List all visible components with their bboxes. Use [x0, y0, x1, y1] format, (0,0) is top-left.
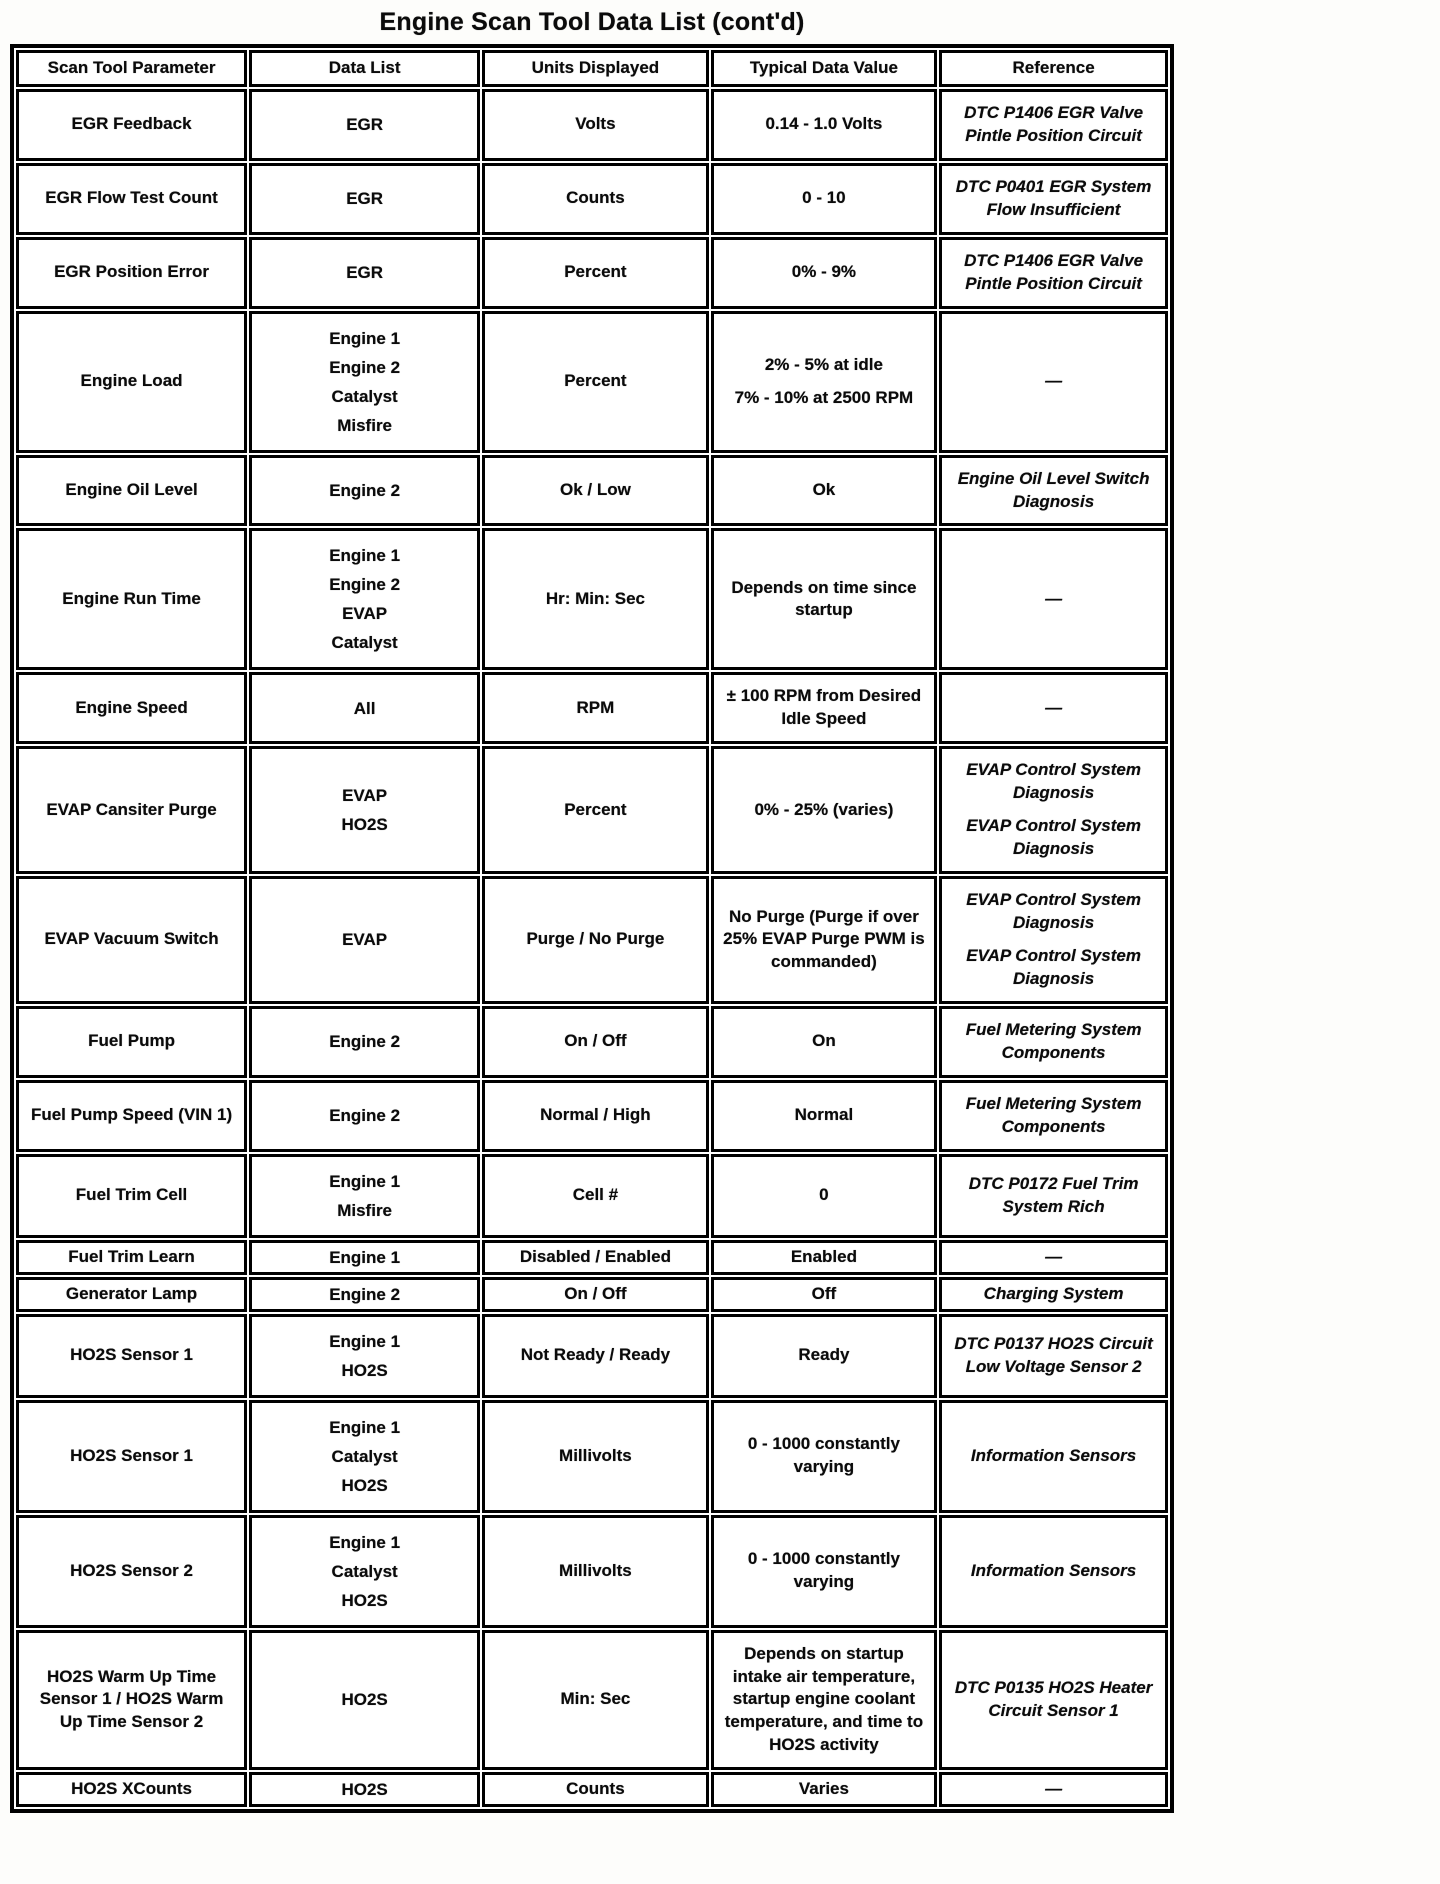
table-row	[16, 876, 1168, 1004]
table-header	[16, 50, 1168, 87]
data-list-item: Engine 2	[329, 575, 401, 595]
units-text: On / Off	[564, 1283, 627, 1303]
reference-text: —	[1045, 588, 1063, 608]
typical-value-text: Ok	[812, 480, 836, 500]
cell-units	[482, 672, 709, 744]
cell-data-list	[249, 876, 480, 1004]
data-list-item: EVAP	[342, 930, 388, 950]
reference-text: Fuel Metering System Components	[965, 1093, 1142, 1136]
data-list-item: Catalyst	[331, 1561, 398, 1581]
reference-text: DTC P0172 Fuel Trim System Rich	[968, 1173, 1139, 1216]
reference-text: DTC P0135 HO2S Heater Circuit Sensor 1	[954, 1677, 1153, 1720]
cell-typical-value	[711, 1400, 938, 1513]
data-list-item: Engine 1	[329, 1171, 401, 1191]
cell-typical-value	[711, 455, 938, 527]
cell-reference	[939, 1240, 1168, 1275]
units-text: RPM	[576, 697, 615, 717]
table-row	[16, 311, 1168, 453]
reference-text: EVAP Control System Diagnosis	[966, 945, 1141, 988]
cell-data-list	[249, 163, 480, 235]
reference-text: Charging System	[983, 1283, 1124, 1303]
cell-typical-value	[711, 1515, 938, 1628]
header-data-list: Data List	[249, 50, 480, 87]
cell-data-list	[249, 89, 480, 161]
units-text: Min: Sec	[560, 1689, 631, 1709]
parameter-text: Engine Run Time	[62, 588, 201, 608]
parameter-text: EGR Feedback	[71, 114, 192, 134]
cell-reference	[939, 876, 1168, 1004]
reference-text: EVAP Control System Diagnosis	[966, 816, 1141, 859]
typical-value-text: Ready	[798, 1345, 850, 1365]
parameter-text: Fuel Trim Learn	[68, 1246, 195, 1266]
data-list-item: HO2S	[341, 1780, 388, 1800]
typical-value-text: 0.14 - 1.0 Volts	[765, 114, 883, 134]
reference-text: —	[1045, 1779, 1063, 1799]
cell-typical-value	[711, 1277, 938, 1312]
cell-parameter	[16, 1080, 247, 1152]
data-list-item: Catalyst	[331, 633, 398, 653]
reference-text: DTC P0401 EGR System Flow Insufficient	[955, 176, 1152, 219]
cell-reference	[939, 311, 1168, 453]
cell-reference	[939, 1277, 1168, 1312]
parameter-text: Engine Speed	[75, 697, 188, 717]
reference-text: EVAP Control System Diagnosis	[966, 760, 1141, 803]
cell-typical-value	[711, 311, 938, 453]
cell-data-list	[249, 1772, 480, 1807]
typical-value-text: 0 - 1000 constantly varying	[747, 1549, 900, 1592]
units-text: Ok / Low	[559, 480, 631, 500]
data-list-item: Catalyst	[331, 1446, 398, 1466]
cell-data-list	[249, 311, 480, 453]
data-list-item: HO2S	[341, 815, 388, 835]
parameter-text: Generator Lamp	[65, 1283, 198, 1303]
cell-typical-value	[711, 1630, 938, 1771]
units-text: Percent	[564, 262, 627, 282]
cell-units	[482, 311, 709, 453]
reference-text: —	[1045, 371, 1063, 391]
typical-value-text: Depends on time since startup	[731, 577, 917, 620]
typical-value-text: Normal	[794, 1105, 854, 1125]
cell-reference	[939, 1515, 1168, 1628]
data-list-item: HO2S	[341, 1360, 388, 1380]
data-list-item: Engine 2	[329, 481, 401, 500]
table-row	[16, 1080, 1168, 1152]
cell-units	[482, 1314, 709, 1398]
header-typical-data-value: Typical Data Value	[711, 50, 938, 87]
units-text: Normal / High	[540, 1105, 651, 1125]
reference-text: DTC P1406 EGR Valve Pintle Position Circuit	[964, 250, 1144, 293]
cell-typical-value	[711, 528, 938, 670]
parameter-text: HO2S XCounts	[71, 1779, 192, 1799]
cell-parameter	[16, 876, 247, 1004]
data-list-item: Engine 1	[329, 546, 401, 566]
data-list-item: Engine 1	[329, 328, 401, 348]
cell-typical-value	[711, 237, 938, 309]
cell-parameter	[16, 163, 247, 235]
cell-data-list	[249, 1630, 480, 1771]
page-title: Engine Scan Tool Data List (cont'd)	[379, 8, 805, 36]
parameter-text: HO2S Sensor 1	[70, 1345, 193, 1365]
cell-reference	[939, 1080, 1168, 1152]
reference-text: Information Sensors	[970, 1445, 1137, 1465]
units-text: Counts	[566, 188, 625, 208]
cell-typical-value	[711, 876, 938, 1004]
cell-units	[482, 1400, 709, 1513]
parameter-text: HO2S Sensor 1	[70, 1445, 193, 1465]
cell-parameter	[16, 1772, 247, 1807]
data-list-item: Engine 1	[329, 1532, 401, 1552]
typical-value-text: 0% - 9%	[791, 262, 857, 282]
data-list-item: Misfire	[337, 415, 393, 435]
header-scan-tool-parameter: Scan Tool Parameter	[16, 50, 247, 87]
cell-parameter	[16, 1515, 247, 1628]
table-row	[16, 1772, 1168, 1807]
typical-value-text: 0% - 25% (varies)	[754, 799, 894, 819]
data-list-item: EVAP	[342, 786, 388, 806]
units-text: Disabled / Enabled	[519, 1246, 671, 1266]
data-list-item: Engine 1	[329, 1247, 401, 1267]
cell-data-list	[249, 1080, 480, 1152]
cell-units	[482, 1080, 709, 1152]
table-row	[16, 1277, 1168, 1312]
units-text: Millivolts	[559, 1560, 632, 1580]
scan-tool-data-table	[10, 44, 1174, 1813]
units-text: Percent	[564, 371, 627, 391]
cell-data-list	[249, 1006, 480, 1078]
data-list-item: HO2S	[341, 1690, 388, 1710]
cell-parameter	[16, 746, 247, 874]
parameter-text: Fuel Pump Speed (VIN 1)	[30, 1105, 233, 1125]
units-text: Purge / No Purge	[526, 929, 665, 949]
cell-data-list	[249, 1154, 480, 1238]
cell-units	[482, 163, 709, 235]
data-list-item: EGR	[346, 115, 384, 135]
table-row	[16, 237, 1168, 309]
cell-parameter	[16, 1277, 247, 1312]
cell-reference	[939, 528, 1168, 670]
table-row	[16, 163, 1168, 235]
cell-typical-value	[711, 1006, 938, 1078]
parameter-text: Fuel Pump	[88, 1031, 175, 1051]
cell-parameter	[16, 1240, 247, 1275]
reference-text: DTC P1406 EGR Valve Pintle Position Circuit	[964, 102, 1144, 145]
cell-typical-value	[711, 1314, 938, 1398]
cell-units	[482, 1515, 709, 1628]
cell-parameter	[16, 1314, 247, 1398]
table-row	[16, 1154, 1168, 1238]
cell-reference	[939, 1400, 1168, 1513]
cell-typical-value	[711, 1154, 938, 1238]
cell-units	[482, 528, 709, 670]
header-units-displayed: Units Displayed	[482, 50, 709, 87]
reference-text: Engine Oil Level Switch Diagnosis	[957, 468, 1150, 511]
cell-parameter	[16, 89, 247, 161]
data-list-item: Engine 2	[329, 1032, 401, 1052]
units-text: Counts	[566, 1779, 625, 1799]
cell-units	[482, 1006, 709, 1078]
data-list-item: All	[353, 698, 376, 718]
cell-reference	[939, 746, 1168, 874]
table-row	[16, 528, 1168, 670]
data-list-item: Misfire	[337, 1200, 393, 1220]
table-row	[16, 746, 1168, 874]
cell-typical-value	[711, 672, 938, 744]
cell-data-list	[249, 746, 480, 874]
header-row	[16, 50, 1168, 87]
header-reference: Reference	[939, 50, 1168, 87]
data-list-item: Engine 2	[329, 1284, 401, 1304]
cell-units	[482, 746, 709, 874]
typical-value-text: 7% - 10% at 2500 RPM	[734, 387, 914, 407]
reference-text: DTC P0137 HO2S Circuit Low Voltage Sensor 2	[954, 1333, 1153, 1376]
cell-parameter	[16, 672, 247, 744]
cell-units	[482, 1630, 709, 1771]
table-row	[16, 672, 1168, 744]
reference-text: Information Sensors	[970, 1560, 1137, 1580]
cell-parameter	[16, 1006, 247, 1078]
cell-typical-value	[711, 746, 938, 874]
typical-value-text: ± 100 RPM from Desired Idle Speed	[726, 686, 922, 729]
data-list-item: Engine 2	[329, 1106, 401, 1126]
cell-data-list	[249, 1277, 480, 1312]
parameter-text: EVAP Cansiter Purge	[46, 799, 217, 819]
cell-typical-value	[711, 1080, 938, 1152]
table-row	[16, 1515, 1168, 1628]
cell-reference	[939, 455, 1168, 527]
typical-value-text: On	[812, 1031, 836, 1051]
cell-data-list	[249, 237, 480, 309]
units-text: Not Ready / Ready	[520, 1345, 671, 1365]
table-row	[16, 1400, 1168, 1513]
cell-data-list	[249, 672, 480, 744]
cell-reference	[939, 163, 1168, 235]
units-text: Percent	[564, 799, 627, 819]
cell-parameter	[16, 1400, 247, 1513]
data-list-item: HO2S	[341, 1475, 388, 1495]
cell-units	[482, 455, 709, 527]
cell-reference	[939, 1314, 1168, 1398]
cell-typical-value	[711, 1240, 938, 1275]
reference-text: EVAP Control System Diagnosis	[966, 890, 1141, 932]
units-text: Millivolts	[559, 1445, 632, 1465]
units-text: Hr: Min: Sec	[545, 588, 645, 608]
cell-units	[482, 1240, 709, 1275]
cell-typical-value	[711, 163, 938, 235]
typical-value-text: 2% - 5% at idle	[764, 354, 883, 374]
data-list-item: Engine 1	[329, 1417, 401, 1437]
cell-units	[482, 237, 709, 309]
parameter-text: Engine Oil Level	[65, 480, 198, 500]
parameter-text: HO2S Warm Up Time Sensor 1 / HO2S Warm Up Time Sensor 2	[39, 1666, 224, 1732]
data-list-item: EGR	[346, 263, 384, 283]
parameter-text: Fuel Trim Cell	[75, 1185, 188, 1205]
data-list-item: EVAP	[342, 604, 388, 624]
cell-parameter	[16, 455, 247, 527]
table-row	[16, 455, 1168, 527]
cell-data-list	[249, 1314, 480, 1398]
data-list-item: Engine 1	[329, 1331, 401, 1351]
table-row	[16, 1006, 1168, 1078]
cell-parameter	[16, 1154, 247, 1238]
table-row	[16, 1240, 1168, 1275]
typical-value-text: 0	[819, 1185, 829, 1205]
typical-value-text: Varies	[798, 1779, 849, 1799]
cell-data-list	[249, 1240, 480, 1275]
cell-units	[482, 876, 709, 1004]
cell-units	[482, 1772, 709, 1807]
cell-reference	[939, 237, 1168, 309]
parameter-text: EGR Flow Test Count	[45, 188, 218, 208]
data-list-item: HO2S	[341, 1590, 388, 1610]
reference-text: Fuel Metering System Components	[965, 1019, 1142, 1062]
data-list-item: Catalyst	[331, 386, 398, 406]
cell-units	[482, 1277, 709, 1312]
typical-value-text: 0 - 10	[802, 188, 846, 208]
reference-text: —	[1045, 697, 1063, 717]
table-row	[16, 1630, 1168, 1771]
cell-reference	[939, 1006, 1168, 1078]
cell-reference	[939, 1154, 1168, 1238]
cell-parameter	[16, 311, 247, 453]
data-list-item: Engine 2	[329, 357, 401, 377]
typical-value-text: Depends on startup intake air temperature, startup engine coolant temperature, and time to HO2S activity	[724, 1643, 924, 1755]
typical-value-text: Enabled	[790, 1246, 857, 1266]
parameter-text: Engine Load	[80, 371, 183, 391]
reference-text: —	[1045, 1246, 1063, 1266]
cell-reference	[939, 89, 1168, 161]
units-text: On / Off	[564, 1031, 627, 1051]
table-row	[16, 89, 1168, 161]
cell-parameter	[16, 237, 247, 309]
data-list-item: EGR	[346, 189, 384, 209]
cell-reference	[939, 1772, 1168, 1807]
cell-data-list	[249, 528, 480, 670]
units-text: Volts	[575, 114, 616, 134]
cell-data-list	[249, 455, 480, 527]
cell-units	[482, 89, 709, 161]
typical-value-text: No Purge (Purge if over 25% EVAP Purge PWM is commanded)	[723, 906, 925, 972]
units-text: Cell #	[572, 1185, 619, 1205]
parameter-text: EGR Position Error	[54, 262, 209, 282]
cell-units	[482, 1154, 709, 1238]
table-row	[16, 1314, 1168, 1398]
cell-parameter	[16, 528, 247, 670]
typical-value-text: 0 - 1000 constantly varying	[747, 1434, 900, 1477]
parameter-text: HO2S Sensor 2	[70, 1560, 193, 1580]
cell-data-list	[249, 1515, 480, 1628]
cell-reference	[939, 1630, 1168, 1771]
parameter-text: EVAP Vacuum Switch	[44, 929, 219, 949]
cell-reference	[939, 672, 1168, 744]
cell-data-list	[249, 1400, 480, 1513]
cell-typical-value	[711, 1772, 938, 1807]
cell-typical-value	[711, 89, 938, 161]
table-body	[16, 89, 1168, 1807]
cell-parameter	[16, 1630, 247, 1771]
typical-value-text: Off	[811, 1283, 837, 1303]
